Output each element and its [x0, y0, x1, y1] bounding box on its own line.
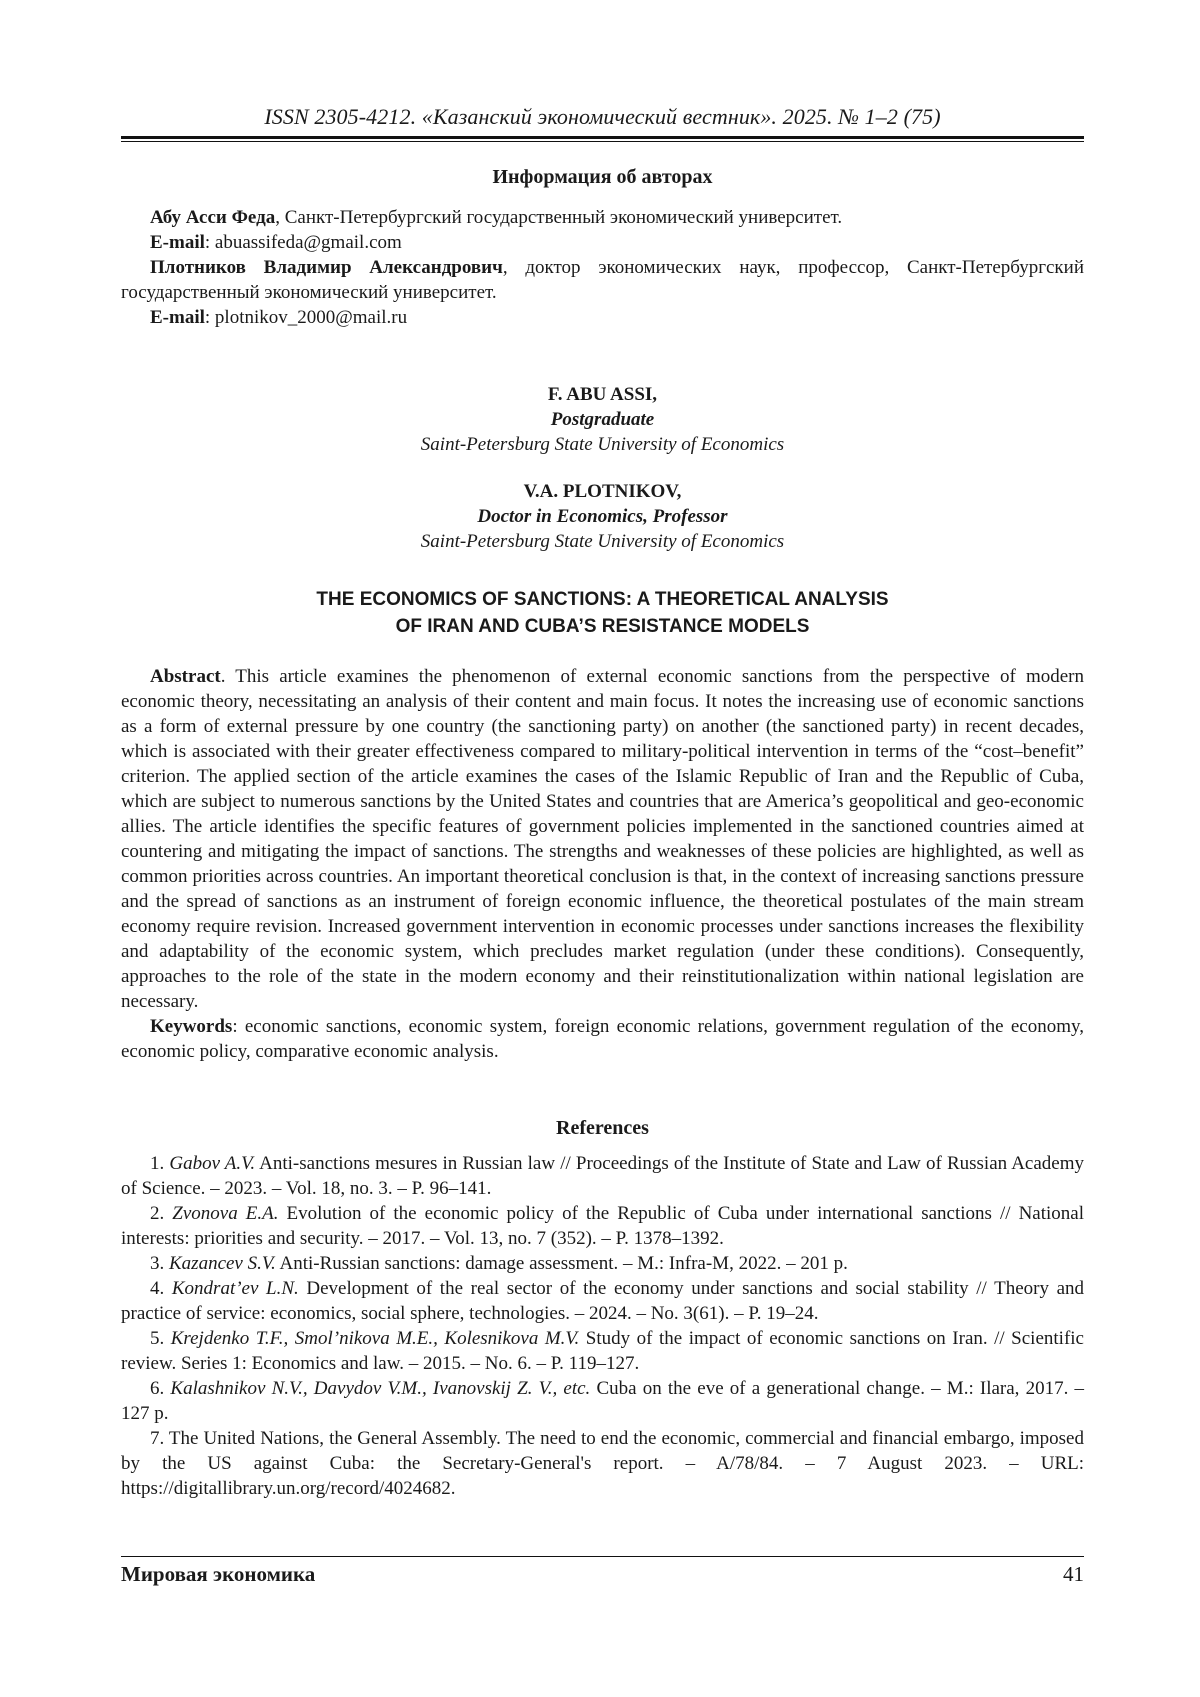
reference-item: 7. The United Nations, the General Assembly. The need to end the economic, commercial and financial embargo, imposed by the US against Cuba: the Secretary-General's report. – A/78/84. – 7 August 2023. – URL: https://digitallibrary.un.org/record/4024682.: [121, 1428, 1084, 1499]
author1-name: Абу Асси Феда: [150, 207, 276, 228]
author-organization: Saint-Petersburg State University of Economics: [420, 531, 785, 552]
references-list: [121, 1151, 1084, 1501]
email-label: E-mail: [150, 232, 205, 253]
reference-item: 4. Kondrat’ev L.N. Development of the real sector of the economy under sanctions and social stability // Theory and practice of service: economics, social sphere, technologies. – 2024. – No. 3(61). – P. 19–24.: [121, 1278, 1085, 1324]
authors-info-block: [121, 205, 1084, 330]
page-number: 41: [1063, 1562, 1084, 1586]
article-title-line1: THE ECONOMICS OF SANCTIONS: A THEORETICAL ANALYSIS: [316, 589, 889, 610]
author1-line: [121, 205, 1084, 230]
keywords-text: : economic sanctions, economic system, foreign economic relations, government regulation of the economy, economic policy, comparative economic analysis.: [121, 1016, 1084, 1062]
reference-authors: Kondrat’ev L.N.: [171, 1278, 299, 1299]
reference-authors: Kazancev S.V.: [169, 1253, 276, 1274]
reference-item: 2. Zvonova E.A. Evolution of the economic policy of the Republic of Cuba under international sanctions // National interests: priorities and security. – 2017. – Vol. 13, no. 7 (352). – P. 1378–1392.: [121, 1203, 1084, 1249]
author2-email[interactable]: : plotnikov_2000@mail.ru: [204, 307, 408, 328]
reference-authors: Kalashnikov N.V., Davydov V.M., Ivanovskij Z. V., etc.: [170, 1378, 591, 1399]
reference-item: 6. Kalashnikov N.V., Davydov V.M., Ivanovskij Z. V., etc. Cuba on the eve of a generational change. – M.: Ilara, 2017. – 127 p.: [121, 1378, 1084, 1424]
reference-item: 5. Krejdenko T.F., Smol’nikova M.E., Kolesnikova M.V. Study of the impact of economic sanctions on Iran. // Scientific review. Series 1: Economics and law. – 2015. – No. 6. – P. 119–127.: [121, 1328, 1084, 1374]
author1-affiliation: , Санкт-Петербургский государственный экономический университет.: [275, 207, 843, 228]
keywords-paragraph: [121, 1014, 1084, 1064]
article-title-line2: OF IRAN AND CUBA’S RESISTANCE MODELS: [395, 616, 810, 637]
author2-email-line: [121, 305, 1084, 330]
english-authors: [121, 382, 1084, 554]
footer-section-name: Мировая экономика: [121, 1562, 316, 1586]
author1-email[interactable]: : abuassifeda@gmail.com: [204, 232, 402, 253]
running-header: ISSN 2305-4212. «Казанский экономический вестник». 2025. № 1–2 (75): [264, 104, 941, 129]
author-position: Doctor in Economics, Professor: [477, 506, 728, 527]
reference-authors: Krejdenko T.F., Smol’nikova M.E., Kolesnikova M.V.: [170, 1328, 580, 1349]
author1-email-line: [121, 230, 1084, 255]
header-rule-thin: [121, 141, 1084, 142]
abstract-paragraph: [121, 664, 1084, 1014]
author-name: V.A. PLOTNIKOV,: [523, 481, 682, 502]
abstract-label: Abstract: [150, 666, 221, 687]
author-organization: Saint-Petersburg State University of Economics: [420, 434, 785, 455]
email-label: E-mail: [150, 307, 205, 328]
footer-rule: [121, 1556, 1084, 1557]
author-position: Postgraduate: [550, 409, 655, 430]
author-name: F. ABU ASSI,: [547, 384, 658, 405]
reference-authors: Zvonova E.A.: [172, 1203, 279, 1224]
author2-affiliation: , доктор экономических наук, профессор, Санкт-Петербургский государственный экономический университет.: [121, 257, 1084, 303]
author2-name: Плотников Владимир Александрович: [150, 257, 503, 278]
authors-info-title: Информация об авторах: [492, 166, 713, 188]
reference-authors: Gabov A.V.: [169, 1153, 256, 1174]
keywords-label: Keywords: [150, 1016, 233, 1037]
author2-line: [121, 255, 1084, 305]
article-title: [121, 586, 1084, 640]
abstract-block: [121, 664, 1084, 1064]
reference-item: 1. Gabov A.V. Anti-sanctions mesures in Russian law // Proceedings of the Institute of State and Law of Russian Academy of Science. – 2023. – Vol. 18, no. 3. – P. 96–141.: [121, 1153, 1085, 1199]
abstract-text: . This article examines the phenomenon of external economic sanctions from the perspective of modern economic theory, necessitating an analysis of their content and main focus. It notes the increasing use of economic sanctions as a form of external pressure by one country (the sanctioning party) on another (the sanctioned party) in recent decades, which is associated with their greater effectiveness compared to military-political intervention in terms of the “cost–benefit” criterion. The applied section of the article examines the cases of the Islamic Republic of Iran and the Republic of Cuba, which are subject to numerous sanctions by the United States and countries that are America’s geopolitical and geo-economic allies. The article identifies the specific features of government policies implemented in the sanctioned countries aimed at countering and mitigating the impact of sanctions. The strengths and weaknesses of these policies are highlighted, as well as common priorities across countries. An important theoretical conclusion is that, in the context of increasing sanctions pressure and the spread of sanctions as an instrument of foreign economic influence, the theoretical postulates of the main stream economy require revision. Increased government intervention in economic processes under sanctions increases the flexibility and adaptability of the economic system, which precludes market regulation (under these conditions). Consequently, approaches to the role of the state in the modern economy and their reinstitutionalization within national legislation are necessary.: [121, 666, 1084, 1012]
reference-item: 3. Kazancev S.V. Anti-Russian sanctions: damage assessment. – M.: Infra-M, 2022. – 201 p.: [150, 1253, 848, 1274]
header-rule-thick: [121, 136, 1084, 139]
references-title: References: [556, 1117, 649, 1139]
